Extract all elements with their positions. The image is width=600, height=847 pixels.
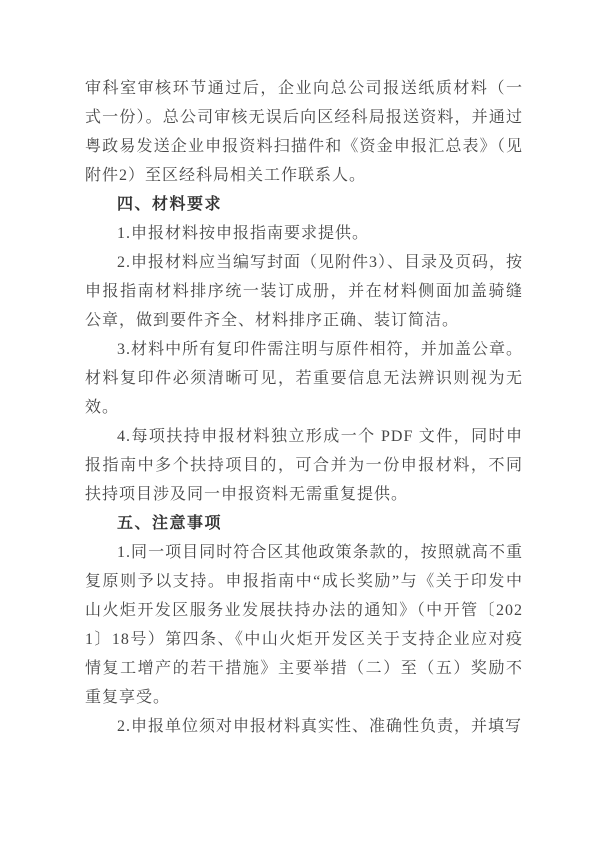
paragraph: 4.每项扶持申报材料独立形成一个 PDF 文件，同时申报指南中多个扶持项目的，可合并为一份申报材料，不同扶持项目涉及同一申报资料无需重复提供。 — [85, 428, 523, 503]
paragraph: 2.申报材料应当编写封面（见附件3）、目录及页码，按申报指南材料排序统一装订成册，并在材料侧面加盖骑缝公章，做到要件齐全、材料排序正确、装订简洁。 — [85, 254, 524, 329]
paragraph: 审科室审核环节通过后，企业向总公司报送纸质材料（一式一份）。总公司审核无误后向区经科局报送资料，并通过粤政易发送企业申报资料扫描件和《资金申报汇总表》（见附件2）至区经科局相关工作联系人。 — [85, 80, 523, 184]
paragraph: 2.申报单位须对申报材料真实性、准确性负责，并填写 — [117, 718, 523, 735]
paragraph: 1.申报材料按申报指南要求提供。 — [117, 225, 370, 242]
section-heading: 五、注意事项 — [117, 515, 223, 532]
paragraph: 3.材料中所有复印件需注明与原件相符，并加盖公章。材料复印件必须清晰可见，若重要信息无法辨识则视为无效。 — [85, 341, 523, 416]
paragraph: 1.同一项目同时符合区其他政策条款的，按照就高不重复原则予以支持。申报指南中“成长奖励”与《关于印发中山火炬开发区服务业发展扶持办法的通知》（中开管〔2021〕18号）第四条、《中山火炬开发区关于支持企业应对疫情复工增产的若干措施》主要举措（二）至（五）奖励不重复享受。 — [85, 544, 523, 706]
section-heading: 四、材料要求 — [117, 196, 223, 213]
document-body — [85, 74, 523, 741]
